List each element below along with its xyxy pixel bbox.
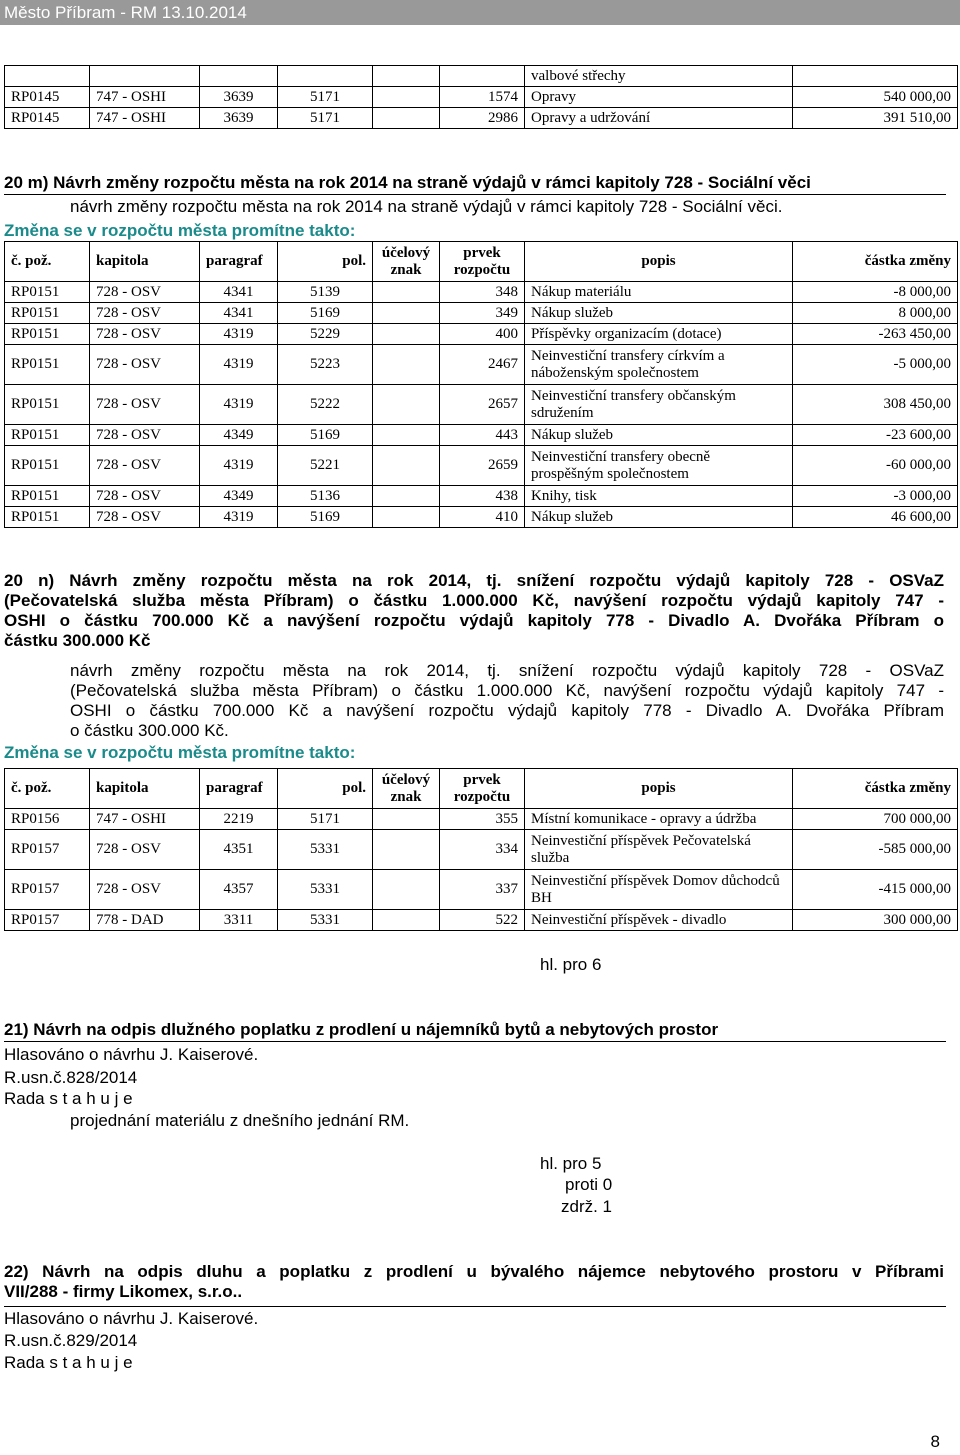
table-cell: 747 - OSHI bbox=[90, 108, 200, 129]
table-cell: 728 - OSV bbox=[90, 324, 200, 345]
table-cell: Neinvestiční transfery obecně prospěšným společnostem bbox=[525, 446, 793, 486]
table-cell: 46 600,00 bbox=[793, 507, 958, 528]
section-21-council: Rada s t a h u j e bbox=[4, 1089, 133, 1108]
table-cell bbox=[5, 66, 90, 87]
paragraph-line: návrh změny rozpočtu města na rok 2014, tj. snížení rozpočtu výdajů kapitoly 728 - OSVaZ bbox=[70, 661, 944, 680]
table-cell: 349 bbox=[440, 303, 525, 324]
table-row bbox=[5, 303, 958, 324]
table-cell: Neinvestiční příspěvek Pečovatelská služba bbox=[525, 830, 793, 870]
table-header bbox=[5, 769, 958, 809]
table-cell: 334 bbox=[440, 830, 525, 870]
table-cell: 4341 bbox=[200, 303, 278, 324]
table-cell: 3639 bbox=[200, 108, 278, 129]
table-cell bbox=[373, 303, 440, 324]
table-cell: RP0151 bbox=[5, 324, 90, 345]
table-cell bbox=[440, 66, 525, 87]
table-cell: 348 bbox=[440, 282, 525, 303]
table-cell: 391 510,00 bbox=[793, 108, 958, 129]
table-cell bbox=[373, 910, 440, 931]
table-row bbox=[5, 425, 958, 446]
table-cell: 410 bbox=[440, 507, 525, 528]
table-cell: 5169 bbox=[278, 303, 373, 324]
table-cell: -585 000,00 bbox=[793, 830, 958, 870]
table-cell: RP0157 bbox=[5, 830, 90, 870]
table-cell: RP0151 bbox=[5, 282, 90, 303]
table-row bbox=[5, 507, 958, 528]
table-cell: 5222 bbox=[278, 385, 373, 425]
table-cell: Knihy, tisk bbox=[525, 486, 793, 507]
table-cell: popis bbox=[525, 242, 793, 282]
table-row bbox=[5, 486, 958, 507]
page-header bbox=[0, 0, 960, 25]
table-cell: Nákup materiálu bbox=[525, 282, 793, 303]
table-cell: 728 - OSV bbox=[90, 830, 200, 870]
paragraph-line: OSHI o částku 700.000 Kč a navýšení rozpočtu výdajů kapitoly 778 - Divadlo A. Dvořáka Příbram bbox=[70, 701, 944, 720]
table-cell bbox=[793, 66, 958, 87]
table-cell bbox=[373, 507, 440, 528]
paragraph-line: 20 n) Návrh změny rozpočtu města na rok 2014, tj. snížení rozpočtu výdajů kapitoly 728 - OSVaZ bbox=[4, 571, 944, 590]
table-header bbox=[5, 242, 958, 282]
table-cell: 728 - OSV bbox=[90, 507, 200, 528]
table-cell: 5136 bbox=[278, 486, 373, 507]
table-cell bbox=[373, 324, 440, 345]
table-cell: 4319 bbox=[200, 345, 278, 385]
table-row bbox=[5, 809, 958, 830]
table-cell: 5221 bbox=[278, 446, 373, 486]
table-cell bbox=[373, 66, 440, 87]
table-cell: 747 - OSHI bbox=[90, 87, 200, 108]
table-cell: 5331 bbox=[278, 910, 373, 931]
table-cell: RP0151 bbox=[5, 446, 90, 486]
table-cell: 728 - OSV bbox=[90, 425, 200, 446]
table-cell: 4357 bbox=[200, 870, 278, 910]
heading-underline bbox=[4, 1306, 946, 1307]
table-cell: 2659 bbox=[440, 446, 525, 486]
table-cell: RP0145 bbox=[5, 87, 90, 108]
table-cell: 4341 bbox=[200, 282, 278, 303]
table-cell: Neinvestiční transfery občanským sdružením bbox=[525, 385, 793, 425]
table-cell: 728 - OSV bbox=[90, 303, 200, 324]
table-cell: Opravy bbox=[525, 87, 793, 108]
table-cell: -263 450,00 bbox=[793, 324, 958, 345]
table-cell bbox=[373, 870, 440, 910]
table-cell: 2219 bbox=[200, 809, 278, 830]
table-cell bbox=[278, 66, 373, 87]
paragraph-line: VII/288 - firmy Likomex, s.r.o.. bbox=[4, 1282, 243, 1301]
table-cell: pol. bbox=[278, 769, 373, 809]
table-cell: RP0157 bbox=[5, 870, 90, 910]
cont-cell: valbové střechy bbox=[525, 66, 793, 87]
section-22-council: Rada s t a h u j e bbox=[4, 1353, 133, 1372]
table-cell: 5171 bbox=[278, 108, 373, 129]
table-row bbox=[5, 87, 958, 108]
table-cell: -415 000,00 bbox=[793, 870, 958, 910]
table-cell: 4351 bbox=[200, 830, 278, 870]
section-22-heading bbox=[4, 1262, 944, 1302]
table-cell: 2467 bbox=[440, 345, 525, 385]
table-cell: 5229 bbox=[278, 324, 373, 345]
table-cell: 308 450,00 bbox=[793, 385, 958, 425]
table-cell: paragraf bbox=[200, 769, 278, 809]
table-cell: č. pož. bbox=[5, 769, 90, 809]
table-cell: 4319 bbox=[200, 507, 278, 528]
table-cell: -8 000,00 bbox=[793, 282, 958, 303]
table-cell bbox=[373, 87, 440, 108]
section-m-subtext: návrh změny rozpočtu města na rok 2014 na straně výdajů v rámci kapitoly 728 - Sociální věci. bbox=[70, 197, 783, 216]
table-cell: paragraf bbox=[200, 242, 278, 282]
table-cell bbox=[373, 446, 440, 486]
table-cell: č. pož. bbox=[5, 242, 90, 282]
table-cell: 778 - DAD bbox=[90, 910, 200, 931]
table-cell: -60 000,00 bbox=[793, 446, 958, 486]
table-cell: RP0151 bbox=[5, 303, 90, 324]
paragraph-line: 22) Návrh na odpis dluhu a poplatku z prodlení u bývalého nájemce nebytového prostoru v Příbrami bbox=[4, 1262, 944, 1281]
table-cell: 337 bbox=[440, 870, 525, 910]
table-cell bbox=[90, 66, 200, 87]
table-cell: 522 bbox=[440, 910, 525, 931]
table-cell: RP0156 bbox=[5, 809, 90, 830]
table-cell: 728 - OSV bbox=[90, 486, 200, 507]
paragraph-line: OSHI o částku 700.000 Kč a navýšení rozpočtu výdajů kapitoly 778 - Divadlo A. Dvořáka Příbram o bbox=[4, 611, 944, 630]
table-cell: Místní komunikace - opravy a údržba bbox=[525, 809, 793, 830]
section-21-vote-for: hl. pro 5 bbox=[540, 1154, 602, 1173]
page-number: 8 bbox=[930, 1432, 940, 1451]
table-cell: 728 - OSV bbox=[90, 345, 200, 385]
table-cell: kapitola bbox=[90, 769, 200, 809]
section-m-heading: 20 m) Návrh změny rozpočtu města na rok 2014 na straně výdajů v rámci kapitoly 728 - Sociální věci bbox=[4, 173, 811, 192]
table-row bbox=[5, 385, 958, 425]
table-cell: RP0151 bbox=[5, 345, 90, 385]
table-cell bbox=[373, 830, 440, 870]
table-cell: Neinvestiční příspěvek Domov důchodců BH bbox=[525, 870, 793, 910]
table-row bbox=[5, 910, 958, 931]
table-cell bbox=[200, 66, 278, 87]
table-cell: 5169 bbox=[278, 425, 373, 446]
table-cell: 5331 bbox=[278, 870, 373, 910]
table-cell: Opravy a udržování bbox=[525, 108, 793, 129]
section-m-table bbox=[4, 241, 958, 528]
section-n-vote: hl. pro 6 bbox=[540, 955, 602, 974]
table-cell: 400 bbox=[440, 324, 525, 345]
table-cell: -23 600,00 bbox=[793, 425, 958, 446]
table-cell: 5171 bbox=[278, 809, 373, 830]
table-cell: 8 000,00 bbox=[793, 303, 958, 324]
section-m-change-label: Změna se v rozpočtu města promítne takto: bbox=[4, 221, 356, 240]
section-22-voted: Hlasováno o návrhu J. Kaiserové. bbox=[4, 1309, 259, 1328]
table-cell: 728 - OSV bbox=[90, 385, 200, 425]
table-cell: 728 - OSV bbox=[90, 282, 200, 303]
table-cell: částka změny bbox=[793, 242, 958, 282]
table-cell: 355 bbox=[440, 809, 525, 830]
table-row bbox=[5, 870, 958, 910]
section-21-resolution: R.usn.č.828/2014 bbox=[4, 1068, 138, 1087]
table-cell: 728 - OSV bbox=[90, 446, 200, 486]
table-row bbox=[5, 446, 958, 486]
table-cell: 3639 bbox=[200, 87, 278, 108]
table-cell: 2986 bbox=[440, 108, 525, 129]
table-cell bbox=[373, 345, 440, 385]
section-21-voted: Hlasováno o návrhu J. Kaiserové. bbox=[4, 1045, 259, 1064]
table-row bbox=[5, 345, 958, 385]
table-cell bbox=[373, 108, 440, 129]
table-cell: 4319 bbox=[200, 324, 278, 345]
section-n-table bbox=[4, 768, 958, 931]
table-cell bbox=[373, 809, 440, 830]
section-n-heading bbox=[4, 571, 944, 651]
table-cell: 5139 bbox=[278, 282, 373, 303]
table-cell: účelový znak bbox=[373, 242, 440, 282]
table-cell: účelový znak bbox=[373, 769, 440, 809]
table-cell: RP0157 bbox=[5, 910, 90, 931]
section-21-vote-abstain: zdrž. 1 bbox=[561, 1197, 613, 1216]
table-cell: 5169 bbox=[278, 507, 373, 528]
table-cell: 5171 bbox=[278, 87, 373, 108]
table-cell: 4319 bbox=[200, 446, 278, 486]
table-cell: 443 bbox=[440, 425, 525, 446]
table-cell: Příspěvky organizacím (dotace) bbox=[525, 324, 793, 345]
table-cell: 540 000,00 bbox=[793, 87, 958, 108]
table-cell: 700 000,00 bbox=[793, 809, 958, 830]
table-cell: Neinvestiční transfery církvím a náboženským společnostem bbox=[525, 345, 793, 385]
section-21-detail: projednání materiálu z dnešního jednání RM. bbox=[70, 1111, 410, 1130]
heading-underline bbox=[4, 194, 946, 195]
table-cell: kapitola bbox=[90, 242, 200, 282]
table-cell: Nákup služeb bbox=[525, 507, 793, 528]
table-cell bbox=[373, 385, 440, 425]
table-cell: Neinvestiční příspěvek - divadlo bbox=[525, 910, 793, 931]
paragraph-line: (Pečovatelská služba města Příbram) o částku 1.000.000 Kč, navýšení rozpočtu výdajů kapitoly 747 - bbox=[4, 591, 944, 610]
table-cell: 4349 bbox=[200, 425, 278, 446]
table-cell: 5331 bbox=[278, 830, 373, 870]
table-cell bbox=[373, 486, 440, 507]
table-cell: částka změny bbox=[793, 769, 958, 809]
table-row bbox=[5, 282, 958, 303]
table-cell: -5 000,00 bbox=[793, 345, 958, 385]
section-22-resolution: R.usn.č.829/2014 bbox=[4, 1331, 138, 1350]
heading-underline bbox=[4, 1041, 946, 1042]
paragraph-line: částku 300.000 Kč bbox=[4, 631, 151, 650]
table-cell: prvek rozpočtu bbox=[440, 242, 525, 282]
table-cell: RP0151 bbox=[5, 486, 90, 507]
table-cell: 2657 bbox=[440, 385, 525, 425]
table-cell: 3311 bbox=[200, 910, 278, 931]
table-cell: RP0145 bbox=[5, 108, 90, 129]
table-cell: RP0151 bbox=[5, 385, 90, 425]
top-budget-table bbox=[4, 65, 958, 129]
table-cell: 747 - OSHI bbox=[90, 809, 200, 830]
table-row bbox=[5, 66, 958, 87]
table-cell: 728 - OSV bbox=[90, 870, 200, 910]
section-n-change-label: Změna se v rozpočtu města promítne takto: bbox=[4, 743, 356, 762]
paragraph-line: o částku 300.000 Kč. bbox=[70, 721, 229, 740]
table-cell: popis bbox=[525, 769, 793, 809]
section-n-subtext bbox=[70, 661, 944, 741]
table-cell: Nákup služeb bbox=[525, 425, 793, 446]
section-21-heading: 21) Návrh na odpis dlužného poplatku z prodlení u nájemníků bytů a nebytových prostor bbox=[4, 1020, 719, 1039]
header-title: Město Příbram - RM 13.10.2014 bbox=[4, 3, 247, 22]
paragraph-line: (Pečovatelská služba města Příbram) o částku 1.000.000 Kč, navýšení rozpočtu výdajů kapitoly 747 - bbox=[70, 681, 944, 700]
table-cell: 4319 bbox=[200, 385, 278, 425]
table-cell: 438 bbox=[440, 486, 525, 507]
table-row bbox=[5, 108, 958, 129]
table-cell: RP0151 bbox=[5, 507, 90, 528]
table-cell: -3 000,00 bbox=[793, 486, 958, 507]
table-cell: RP0151 bbox=[5, 425, 90, 446]
table-cell: pol. bbox=[278, 242, 373, 282]
table-row bbox=[5, 830, 958, 870]
table-cell: Nákup služeb bbox=[525, 303, 793, 324]
table-cell: prvek rozpočtu bbox=[440, 769, 525, 809]
table-cell: 1574 bbox=[440, 87, 525, 108]
table-cell bbox=[373, 282, 440, 303]
table-cell: 4349 bbox=[200, 486, 278, 507]
table-cell: 300 000,00 bbox=[793, 910, 958, 931]
section-21-vote-against: proti 0 bbox=[565, 1175, 613, 1194]
table-row bbox=[5, 324, 958, 345]
table-cell: 5223 bbox=[278, 345, 373, 385]
table-cell bbox=[373, 425, 440, 446]
